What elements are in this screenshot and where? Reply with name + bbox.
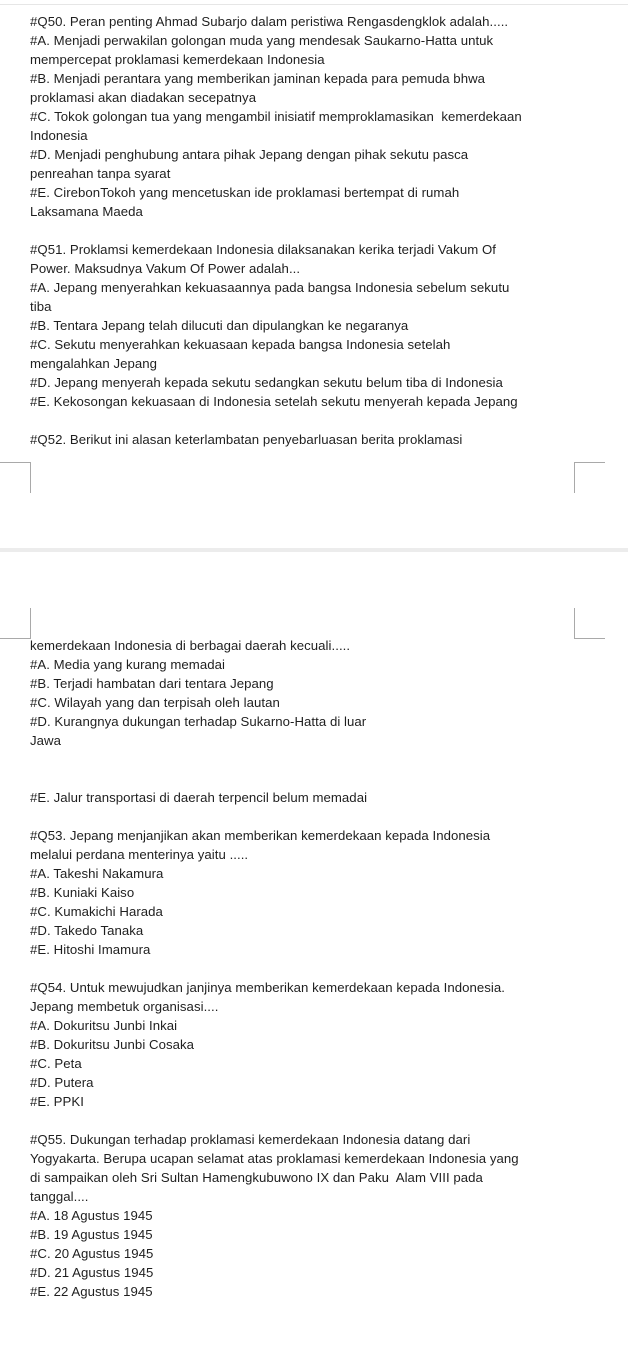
question-55-stem: #Q55. Dukungan terhadap proklamasi kemerdekaan Indonesia datang dari — [30, 1132, 471, 1147]
question-53-option-e: #E. Hitoshi Imamura — [30, 942, 151, 957]
question-55-option-d: #D. 21 Agustus 1945 — [30, 1265, 154, 1280]
question-52-stem: #Q52. Berikut ini alasan keterlambatan penyebarluasan berita proklamasi — [30, 432, 463, 447]
question-54-option-c: #C. Peta — [30, 1056, 82, 1071]
question-55-option-b: #B. 19 Agustus 1945 — [30, 1227, 153, 1242]
page-corner-bottom-left-marker — [0, 462, 31, 493]
question-51-option-c: #C. Sekutu menyerahkan kekuasaan kepada bangsa Indonesia setelah — [30, 337, 451, 352]
question-50-option-b-cont: proklamasi akan diadakan secepatnya — [30, 90, 257, 105]
page-corner-top-left-marker — [0, 608, 31, 639]
question-50-option-a-cont: mempercepat proklamasi kemerdekaan Indonesia — [30, 52, 325, 67]
question-55-option-c: #C. 20 Agustus 1945 — [30, 1246, 154, 1261]
question-52-option-c: #C. Wilayah yang dan terpisah oleh lautan — [30, 695, 280, 710]
question-52-option-e: #E. Jalur transportasi di daerah terpencil belum memadai — [30, 790, 368, 805]
question-53-option-c: #C. Kumakichi Harada — [30, 904, 163, 919]
question-50-stem: #Q50. Peran penting Ahmad Subarjo dalam peristiwa Rengasdengklok adalah..... — [30, 14, 509, 29]
question-53-stem: #Q53. Jepang menjanjikan akan memberikan kemerdekaan kepada Indonesia — [30, 828, 491, 843]
question-50-option-c-cont: Indonesia — [30, 128, 88, 143]
blank-lines — [30, 750, 600, 788]
question-52-option-b: #B. Terjadi hambatan dari tentara Jepang — [30, 676, 274, 691]
question-51-option-e: #E. Kekosongan kekuasaan di Indonesia setelah sekutu menyerah kepada Jepang — [30, 394, 518, 409]
document-page-2 — [0, 552, 628, 1348]
question-50-option-d: #D. Menjadi penghubung antara pihak Jepang dengan pihak sekutu pasca — [30, 147, 469, 162]
question-54-stem: #Q54. Untuk mewujudkan janjinya memberikan kemerdekaan kepada Indonesia. — [30, 980, 505, 995]
question-53-option-d: #D. Takedo Tanaka — [30, 923, 144, 938]
question-53-stem-cont: melalui perdana menterinya yaitu ..... — [30, 847, 249, 862]
question-52-option-d-cont: Jawa — [30, 733, 61, 748]
question-55-option-e: #E. 22 Agustus 1945 — [30, 1284, 153, 1299]
question-51-option-a-cont: tiba — [30, 299, 52, 314]
question-50-option-a: #A. Menjadi perwakilan golongan muda yang mendesak Saukarno-Hatta untuk — [30, 33, 494, 48]
question-55-stem-cont-1: Yogyakarta. Berupa ucapan selamat atas proklamasi kemerdekaan Indonesia yang — [30, 1151, 519, 1166]
question-54-option-b: #B. Dokuritsu Junbi Cosaka — [30, 1037, 195, 1052]
question-55-option-a: #A. 18 Agustus 1945 — [30, 1208, 153, 1223]
page-2-text — [30, 636, 600, 1301]
question-50-option-d-cont: penreahan tanpa syarat — [30, 166, 171, 181]
question-50-option-c: #C. Tokok golongan tua yang mengambil inisiatif memproklamasikan kemerdekaan — [30, 109, 522, 124]
question-52-stem-cont: kemerdekaan Indonesia di berbagai daerah kecuali..... — [30, 638, 351, 653]
question-54-option-a: #A. Dokuritsu Junbi Inkai — [30, 1018, 178, 1033]
question-50-option-b: #B. Menjadi perantara yang memberikan jaminan kepada para pemuda bhwa — [30, 71, 486, 86]
question-51-option-d: #D. Jepang menyerah kepada sekutu sedangkan sekutu belum tiba di Indonesia — [30, 375, 503, 390]
page-corner-top-right-marker — [574, 608, 605, 639]
question-52-option-d: #D. Kurangnya dukungan terhadap Sukarno-Hatta di luar — [30, 714, 367, 729]
question-51-stem: #Q51. Proklamsi kemerdekaan Indonesia dilaksanakan kerika terjadi Vakum Of — [30, 242, 496, 257]
question-54-option-d: #D. Putera — [30, 1075, 94, 1090]
question-53-option-b: #B. Kuniaki Kaiso — [30, 885, 135, 900]
question-50-option-e: #E. CirebonTokoh yang mencetuskan ide proklamasi bertempat di rumah — [30, 185, 460, 200]
question-54-option-e: #E. PPKI — [30, 1094, 84, 1109]
blank-line — [30, 959, 600, 978]
blank-line — [30, 1111, 600, 1130]
question-54-stem-cont: Jepang membetuk organisasi.... — [30, 999, 219, 1014]
blank-line — [30, 221, 600, 240]
page-1-text — [30, 12, 600, 449]
question-51-option-c-cont: mengalahkan Jepang — [30, 356, 158, 371]
blank-line — [30, 807, 600, 826]
blank-line — [30, 411, 600, 430]
question-51-option-a: #A. Jepang menyerahkan kekuasaannya pada bangsa Indonesia sebelum sekutu — [30, 280, 510, 295]
document-page-1 — [0, 0, 628, 548]
question-51-option-b: #B. Tentara Jepang telah dilucuti dan dipulangkan ke negaranya — [30, 318, 409, 333]
question-55-stem-cont-2: di sampaikan oleh Sri Sultan Hamengkubuwono IX dan Paku Alam VIII pada — [30, 1170, 483, 1185]
question-50-option-e-cont: Laksamana Maeda — [30, 204, 143, 219]
question-52-option-a: #A. Media yang kurang memadai — [30, 657, 225, 672]
question-51-stem-cont: Power. Maksudnya Vakum Of Power adalah... — [30, 261, 301, 276]
page-corner-bottom-right-marker — [574, 462, 605, 493]
question-53-option-a: #A. Takeshi Nakamura — [30, 866, 164, 881]
question-55-stem-cont-3: tanggal.... — [30, 1189, 89, 1204]
